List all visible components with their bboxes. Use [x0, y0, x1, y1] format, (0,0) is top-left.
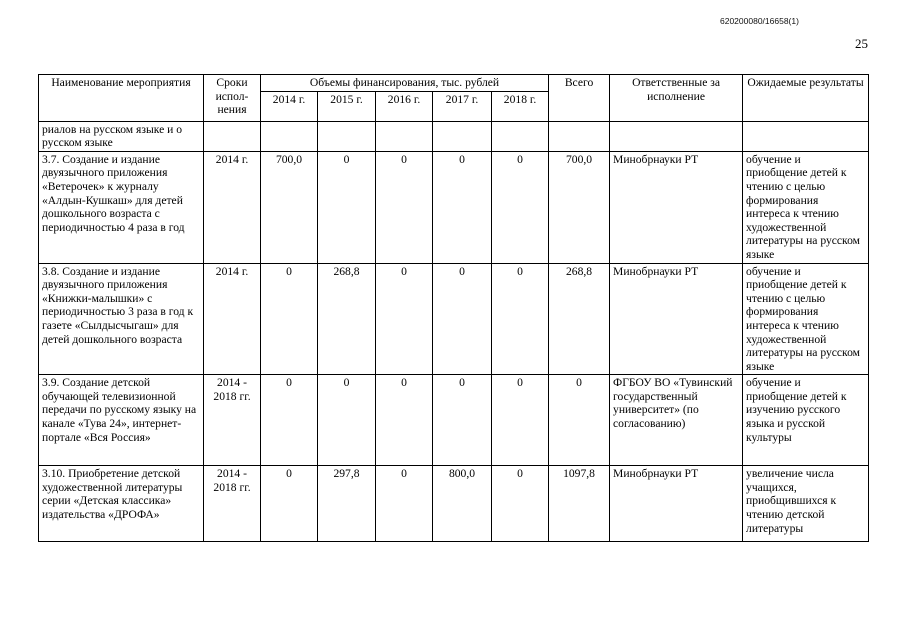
row-value: 0	[376, 466, 433, 542]
row-term: 2014 г.	[204, 263, 261, 375]
row-value: 268,8	[318, 263, 376, 375]
table-row	[39, 466, 869, 542]
row-value: 0	[376, 263, 433, 375]
row-value: 0	[492, 375, 549, 466]
row-result: увеличение числа учащихся, приобщившихся к чтению детской литературы	[743, 466, 869, 542]
row-value: 800,0	[433, 466, 492, 542]
document-id: 620200080/16658(1)	[720, 16, 799, 26]
row-result: обучение и приобщение детей к чтению с целью формирования интереса к чтению художественной литературы на русском языке	[743, 151, 869, 263]
row-value: 700,0	[261, 151, 318, 263]
row-value: 0	[318, 151, 376, 263]
row-value: 297,8	[318, 466, 376, 542]
row-value	[261, 121, 318, 151]
row-value: 0	[261, 375, 318, 466]
row-term: 2014 - 2018 гг.	[204, 466, 261, 542]
row-responsible: Минобрнауки РТ	[610, 151, 743, 263]
row-term: 2014 г.	[204, 151, 261, 263]
table-row	[39, 263, 869, 375]
row-total: 0	[549, 375, 610, 466]
header-results: Ожидаемые результаты	[743, 75, 869, 122]
header-year-2014: 2014 г.	[261, 91, 318, 121]
header-year-2017: 2017 г.	[433, 91, 492, 121]
row-value: 0	[433, 375, 492, 466]
row-name: 3.9. Создание детской обучающей телевизионной передачи по русскому языку на канале «Тува 24», интернет-портале «Вся Россия»	[39, 375, 204, 466]
header-responsible: Ответственные за исполнение	[610, 75, 743, 122]
header-total: Всего	[549, 75, 610, 122]
row-total: 268,8	[549, 263, 610, 375]
row-value: 0	[433, 151, 492, 263]
row-value: 0	[492, 151, 549, 263]
header-terms: Сроки испол-нения	[204, 75, 261, 122]
row-responsible: ФГБОУ ВО «Тувинский государственный университет» (по согласованию)	[610, 375, 743, 466]
row-value	[318, 121, 376, 151]
row-name: 3.7. Создание и издание двуязычного приложения «Ветерочек» к журналу «Алдын-Кушкаш» для детей дошкольного возраста с периодичностью 4 раза в год	[39, 151, 204, 263]
header-year-2015: 2015 г.	[318, 91, 376, 121]
row-value	[433, 121, 492, 151]
row-total: 700,0	[549, 151, 610, 263]
row-result: обучение и приобщение детей к чтению с целью формирования интереса к чтению художественной литературы на русском языке	[743, 263, 869, 375]
row-value: 0	[261, 466, 318, 542]
table-row	[39, 121, 869, 151]
row-value: 0	[492, 263, 549, 375]
row-result	[743, 121, 869, 151]
row-value	[376, 121, 433, 151]
row-term	[204, 121, 261, 151]
header-funding: Объемы финансирования, тыс. рублей	[261, 75, 549, 92]
row-term: 2014 - 2018 гг.	[204, 375, 261, 466]
row-value: 0	[318, 375, 376, 466]
row-responsible: Минобрнауки РТ	[610, 263, 743, 375]
page-number: 25	[855, 36, 868, 51]
header-year-2016: 2016 г.	[376, 91, 433, 121]
table-row	[39, 151, 869, 263]
row-responsible: Минобрнауки РТ	[610, 466, 743, 542]
table-row	[39, 375, 869, 466]
header-year-2018: 2018 г.	[492, 91, 549, 121]
row-result: обучение и приобщение детей к изучению русского языка и русской культуры	[743, 375, 869, 466]
row-responsible	[610, 121, 743, 151]
row-value: 0	[261, 263, 318, 375]
header-name: Наименование мероприятия	[39, 75, 204, 122]
row-value: 0	[376, 375, 433, 466]
row-total	[549, 121, 610, 151]
row-name: риалов на русском языке и о русском языке	[39, 121, 204, 151]
program-table	[38, 74, 869, 542]
row-name: 3.10. Приобретение детской художественной литературы серии «Детская классика» издательства «ДРОФА»	[39, 466, 204, 542]
row-total: 1097,8	[549, 466, 610, 542]
row-value: 0	[376, 151, 433, 263]
row-name: 3.8. Создание и издание двуязычного приложения «Книжки-малышки» с периодичностью 3 раза в год к газете «Сылдысчыгаш» для детей дошкольного возраста	[39, 263, 204, 375]
row-value	[492, 121, 549, 151]
row-value: 0	[492, 466, 549, 542]
row-value: 0	[433, 263, 492, 375]
